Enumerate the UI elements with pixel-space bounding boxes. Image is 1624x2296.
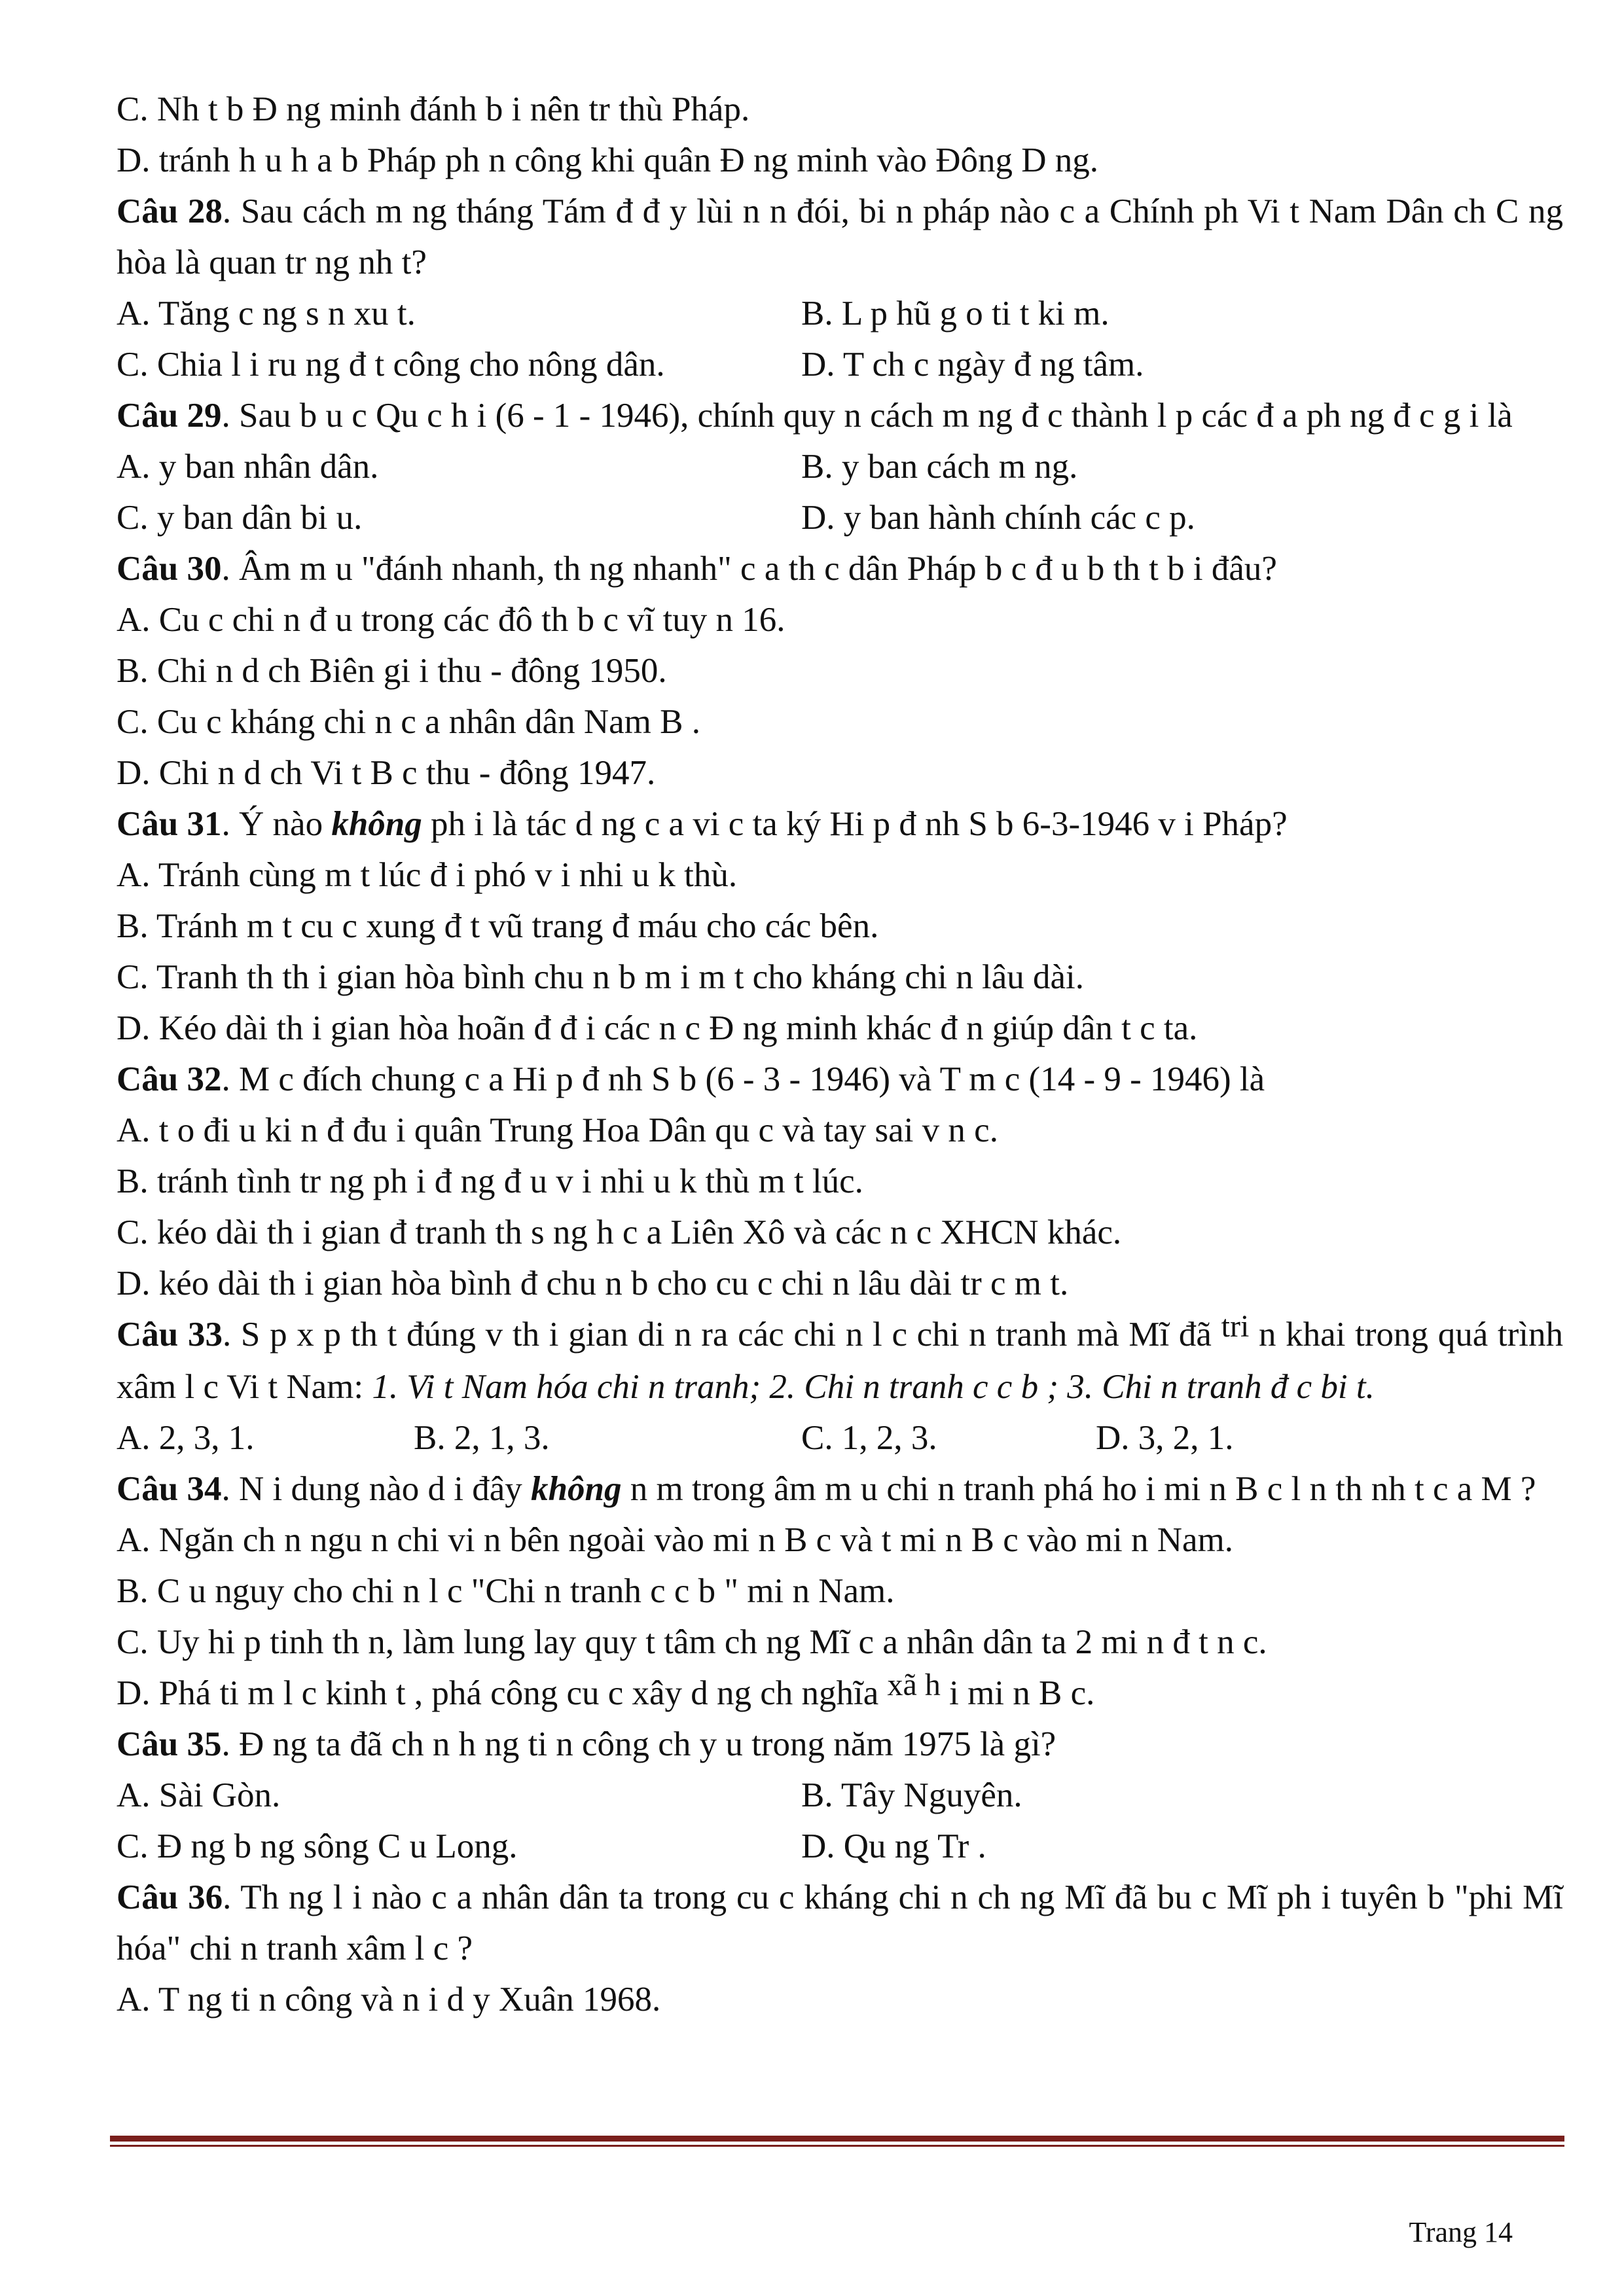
option-b: B. Chi n d ch Biên gi i thu - đông 1950.: [117, 652, 667, 690]
option-c: C. Cu c kháng chi n c a nhân dân Nam B .: [117, 703, 700, 741]
footer-rule-thick: [110, 2136, 1564, 2142]
options-row: [117, 1770, 1563, 1821]
question-36: [117, 1872, 1563, 1974]
option-d-q27: D. tránh h u h a b Pháp ph n công khi quân Đ ng minh vào Đông D ng.: [117, 141, 1099, 179]
option-c: C. Chia l i ru ng đ t công cho nông dân.: [117, 346, 665, 384]
option-d: D. y ban hành chính các c p.: [801, 499, 1195, 537]
question-33: [117, 1309, 1563, 1412]
question-emphasis: không: [331, 805, 422, 843]
question-29: [117, 390, 1563, 441]
option-c: C. 1, 2, 3.: [801, 1419, 937, 1457]
question-30: [117, 543, 1563, 594]
option-a: A. Tránh cùng m t lúc đ i phó v i nhi u k thù.: [117, 856, 738, 894]
option-b: B. Tây Nguyên.: [801, 1776, 1022, 1814]
options-row: [117, 288, 1563, 339]
question-label: Câu 34: [117, 1470, 222, 1508]
option-b: B. tránh tình tr ng ph i đ ng đ u v i nhi u k thù m t lúc.: [117, 1162, 863, 1200]
question-28: [117, 186, 1563, 288]
footer-rule-thin: [110, 2145, 1564, 2147]
option-c: C. y ban dân bi u.: [117, 499, 363, 537]
question-text: . M c đích chung c a Hi p đ nh S b (6 - 3 - 1946) và T m c (14 - 9 - 1946) là: [221, 1060, 1265, 1098]
options-row: [117, 1821, 1563, 1872]
question-34: [117, 1463, 1563, 1515]
options-row: [117, 339, 1563, 390]
question-text-italic: 1. Vi t Nam hóa chi n tranh; 2. Chi n tranh c c b ; 3. Chi n tranh đ c bi t.: [372, 1368, 1375, 1406]
question-label: Câu 32: [117, 1060, 222, 1098]
option-a: A. Ngăn ch n ngu n chi vi n bên ngoài vào mi n B c và t mi n B c vào mi n Nam.: [117, 1521, 1234, 1559]
question-text: . Âm m u "đánh nhanh, th ng nhanh" c a th c dân Pháp b c đ u b th t b i đâu?: [221, 550, 1277, 588]
question-text-pre: . N i dung nào d i đây: [221, 1470, 532, 1508]
question-label: Câu 30: [117, 550, 222, 588]
option-c: C. Tranh th th i gian hòa bình chu n b m i m t cho kháng chi n lâu dài.: [117, 958, 1084, 996]
question-label: Câu 33: [117, 1316, 223, 1354]
question-32: [117, 1054, 1563, 1105]
option-b: B. y ban cách m ng.: [801, 448, 1078, 486]
options-row: [117, 1412, 1563, 1463]
question-text: . Sau b u c Qu c h i (6 - 1 - 1946), chính quy n cách m ng đ c thành l p các đ a ph ng đ c g i là: [221, 397, 1513, 435]
option-c: C. Đ ng b ng sông C u Long.: [117, 1827, 518, 1865]
options-row: [117, 441, 1563, 492]
question-text-b: n khai trong quá trình xâm l c Vi t Nam:: [117, 1316, 1564, 1406]
question-label: Câu 28: [117, 192, 223, 230]
footer-divider: [110, 2136, 1564, 2147]
option-d-raised: xã h: [887, 1668, 941, 1702]
question-text-post: n m trong âm m u chi n tranh phá ho i mi n B c l n th nh t c a M ?: [621, 1470, 1536, 1508]
question-emphasis: không: [531, 1470, 622, 1508]
option-c: C. Uy hi p tinh th n, làm lung lay quy t tâm ch ng Mĩ c a nhân dân ta 2 mi n đ t n c.: [117, 1623, 1267, 1661]
question-label: Câu 29: [117, 397, 222, 435]
option-d-text-a: D. Phá ti m l c kinh t , phá công cu c xây d ng ch nghĩa: [117, 1674, 888, 1712]
page-body: [117, 84, 1563, 2025]
option-d: [117, 1668, 1563, 1719]
question-text: . Sau cách m ng tháng Tám đ đ y lùi n n đói, bi n pháp nào c a Chính ph Vi t Nam Dân ch C ng hòa là quan tr ng nh t?: [117, 192, 1563, 281]
option-a: A. y ban nhân dân.: [117, 448, 379, 486]
option-a: A. T ng ti n công và n i d y Xuân 1968.: [117, 1981, 661, 2018]
question-text-raised: tri: [1221, 1309, 1250, 1344]
option-c-q27: C. Nh t b Đ ng minh đánh b i nên tr thù Pháp.: [117, 90, 750, 128]
option-d-text-b: i mi n B c.: [940, 1674, 1095, 1712]
question-label: Câu 35: [117, 1725, 222, 1763]
question-text: . Th ng l i nào c a nhân dân ta trong cu c kháng chi n ch ng Mĩ đã bu c Mĩ ph i tuyên b "phi Mĩ hóa" chi n tranh xâm l c ?: [117, 1878, 1563, 1967]
option-d: D. Qu ng Tr .: [801, 1827, 986, 1865]
option-d: D. Kéo dài th i gian hòa hoãn đ đ i các n c Đ ng minh khác đ n giúp dân t c ta.: [117, 1009, 1198, 1047]
option-b: B. 2, 1, 3.: [414, 1419, 550, 1457]
option-b: B. L p hũ g o ti t ki m.: [801, 295, 1110, 332]
option-d: D. T ch c ngày đ ng tâm.: [801, 346, 1144, 384]
question-label: Câu 31: [117, 805, 222, 843]
option-a: A. Cu c chi n đ u trong các đô th b c vĩ tuy n 16.: [117, 601, 785, 639]
page-number: Trang 14: [1409, 2216, 1513, 2248]
option-a: A. 2, 3, 1.: [117, 1419, 255, 1457]
option-d: D. Chi n d ch Vi t B c thu - đông 1947.: [117, 754, 656, 792]
option-b: B. C u nguy cho chi n l c "Chi n tranh c c b " mi n Nam.: [117, 1572, 895, 1610]
question-label: Câu 36: [117, 1878, 223, 1916]
option-d: D. kéo dài th i gian hòa bình đ chu n b cho cu c chi n lâu dài tr c m t.: [117, 1265, 1069, 1302]
question-text-a: . S p x p th t đúng v th i gian di n ra các chi n l c chi n tranh mà Mĩ đã: [222, 1316, 1212, 1354]
option-a: A. t o đi u ki n đ đu i quân Trung Hoa Dân qu c và tay sai v n c.: [117, 1111, 998, 1149]
question-35: [117, 1719, 1563, 1770]
question-31: [117, 798, 1563, 850]
option-b: B. Tránh m t cu c xung đ t vũ trang đ máu cho các bên.: [117, 907, 879, 945]
option-a: A. Tăng c ng s n xu t.: [117, 295, 416, 332]
question-text: . Đ ng ta đã ch n h ng ti n công ch y u trong năm 1975 là gì?: [221, 1725, 1056, 1763]
option-d: D. 3, 2, 1.: [1096, 1419, 1234, 1457]
question-text-post: ph i là tác d ng c a vi c ta ký Hi p đ nh S b 6-3-1946 v i Pháp?: [422, 805, 1288, 843]
option-c: C. kéo dài th i gian đ tranh th s ng h c a Liên Xô và các n c XHCN khác.: [117, 1213, 1122, 1251]
option-a: A. Sài Gòn.: [117, 1776, 281, 1814]
question-text-pre: . Ý nào: [221, 805, 332, 843]
options-row: [117, 492, 1563, 543]
